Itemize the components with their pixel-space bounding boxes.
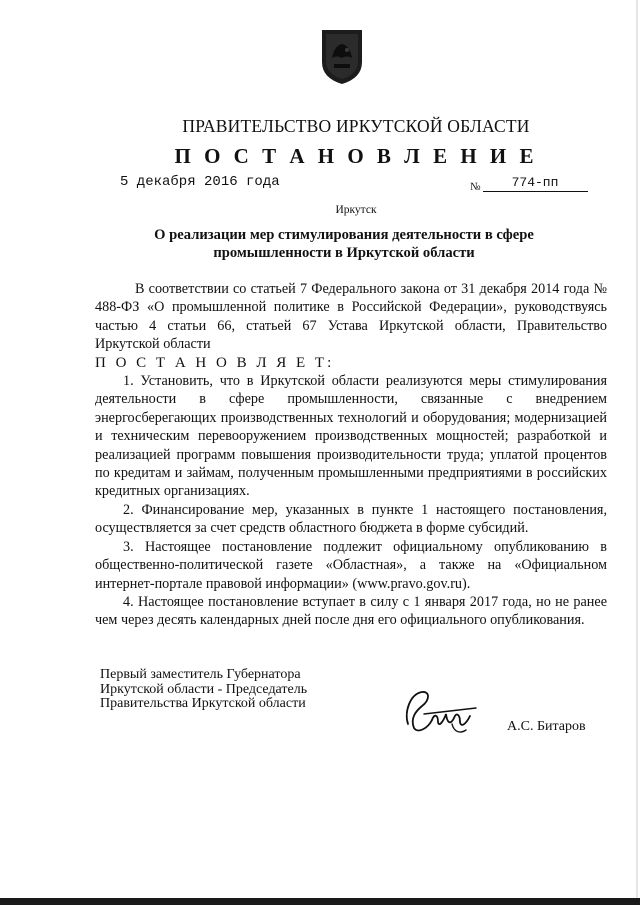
government-title: ПРАВИТЕЛЬСТВО ИРКУТСКОЙ ОБЛАСТИ [182, 116, 530, 136]
clause-3: 3. Настоящее постановление подлежит официальному опубликованию в общественно-политической газете «Областная», а также на «Официальном интернет-портале правовой информации» (www.pravo.gov.ru). [95, 538, 607, 592]
clause-2: 2. Финансирование мер, указанных в пункте 1 настоящего постановления, осуществляется за счет средств областного бюджета в форме субсидий. [95, 501, 607, 537]
scan-edge-right [636, 0, 638, 905]
document-city: Иркутск [335, 204, 377, 216]
scan-edge-bottom [0, 898, 640, 905]
handwritten-signature [400, 684, 482, 738]
signer-position [100, 668, 307, 712]
document-number [470, 174, 588, 193]
number-sign: № [470, 181, 481, 193]
heading-line-2: промышленности в Иркутской области [213, 245, 475, 261]
signer-position-line-2: Иркутской области - Председатель [100, 681, 308, 697]
number-value: 774-пп [483, 175, 588, 192]
clause-1: 1. Установить, что в Иркутской области реализуются меры стимулирования деятельности в сфере промышленности, связанные с внедрением энергосберегающих производственных технологий и оборудования; модернизацией и техническим перевооружением производственных мощностей; разработкой и реализацией программ повышения производительности труда; уплатой процентов по кредитам и займам, полученным промышленными предприятиями в российских кредитных организациях. [95, 373, 607, 500]
document-type: П О С Т А Н О В Л Е Н И Е [174, 144, 538, 168]
signer-name: А.С. Битаров [507, 719, 586, 734]
preamble-paragraph: В соответствии со статьей 7 Федерального закона от 31 декабря 2014 года № 488-ФЗ «О промышленной политике в Российской Федерации», руководствуясь частью 4 статьи 66, статьей 67 Устава Иркутской области, Правительство Иркутской области [95, 281, 607, 353]
clause-4: 4. Настоящее постановление вступает в силу с 1 января 2017 года, но не ранее чем через десять календарных дней после дня его официального опубликования. [95, 593, 607, 629]
signer-position-line-3: Правительства Иркутской области [100, 696, 306, 711]
signer-position-line-1: Первый заместитель Губернатора [100, 667, 301, 682]
resolves-word: П О С Т А Н О В Л Я Е Т: [95, 354, 335, 371]
heading-line-1: О реализации мер стимулирования деятельности в сфере [154, 227, 534, 243]
coat-of-arms-icon [320, 28, 364, 86]
document-body [95, 280, 607, 630]
document-date: 5 декабря 2016 года [120, 174, 280, 190]
document-heading [118, 226, 570, 262]
